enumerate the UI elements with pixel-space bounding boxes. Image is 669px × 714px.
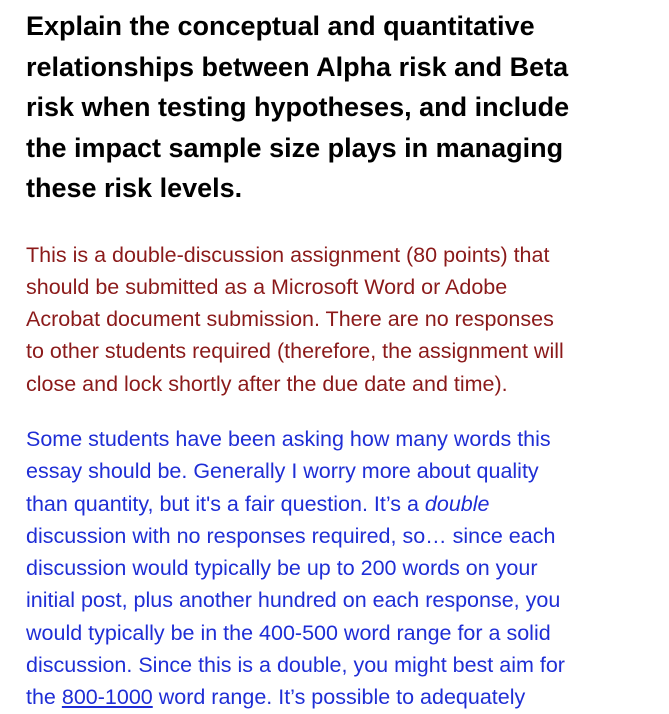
word-count-text-3: word range. It’s possible to adequately	[152, 685, 526, 710]
word-count-guidance	[26, 423, 651, 714]
emphasis-double: double	[424, 491, 490, 516]
word-count-text-2: discussion with no responses required, so… since each discussion would typically be up to 200 words on your initial post, plus another hundred on each response, you would typically be in the 400-500 word range for a solid discussion. Since this is a double, you might best aim for the	[26, 523, 565, 710]
document-page	[26, 6, 651, 714]
word-range-link[interactable]: 800-1000	[61, 685, 153, 710]
word-count-text-1: Some students have been asking how many words this essay should be. Generally I worry more about quality than quantity, but it's a fair question. It’s a	[26, 426, 551, 516]
assignment-instructions: This is a double-discussion assignment (80 points) that should be submitted as a Microsoft Word or Adobe Acrobat document submission. There are no responses to other students required (therefore, the assignment will close and lock shortly after the due date and time).	[26, 242, 564, 396]
question-heading: Explain the conceptual and quantitative relationships between Alpha risk and Beta risk when testing hypotheses, and include the impact sample size plays in managing these risk levels.	[26, 11, 570, 203]
